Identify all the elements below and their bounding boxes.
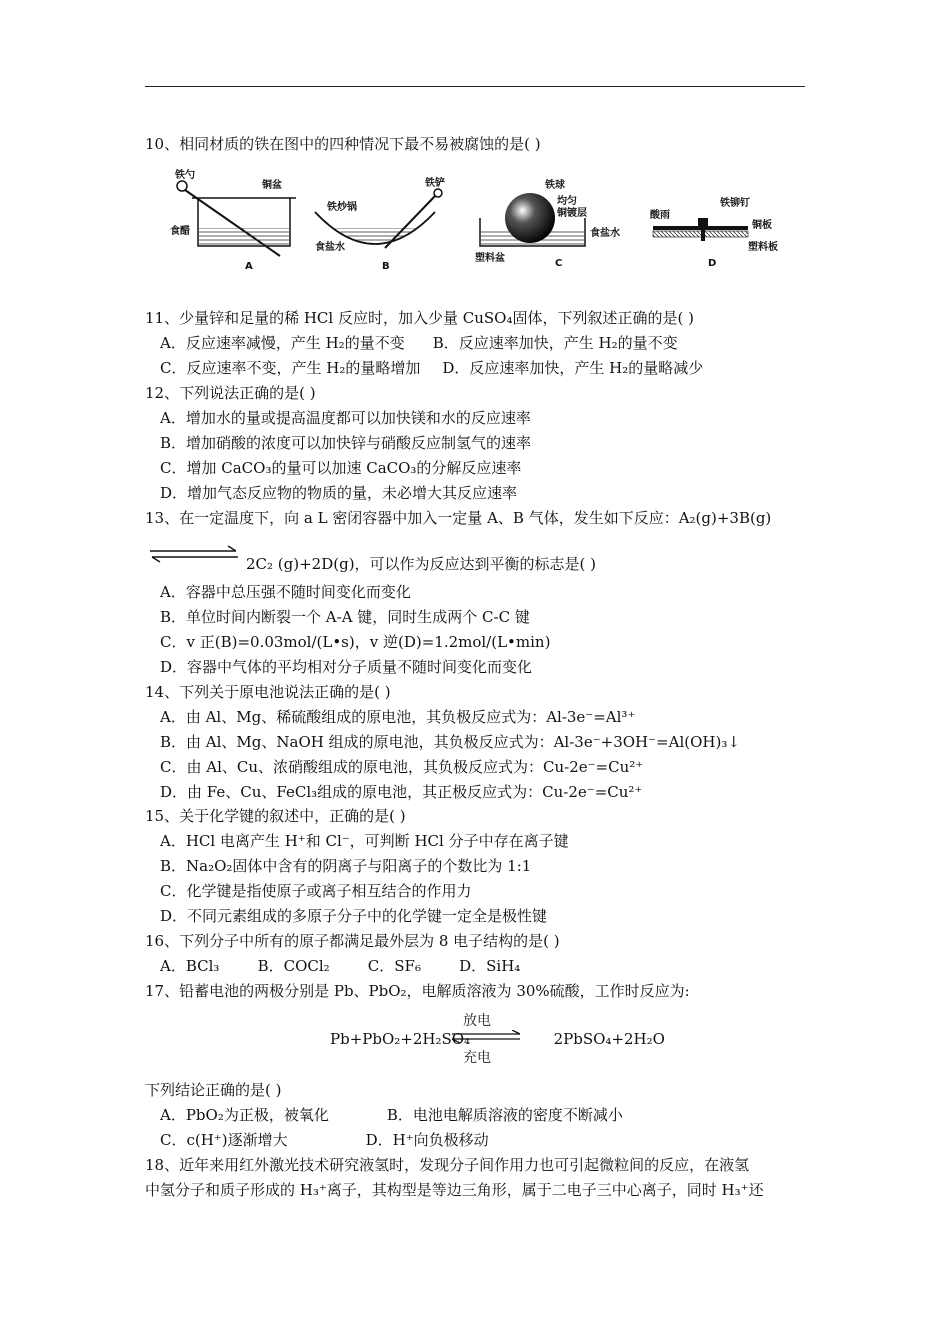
q11-option-c: C．反应速率不变，产生 H₂的量略增加 bbox=[160, 359, 421, 377]
q14-option-d: D．由 Fe、Cu、FeCl₃组成的原电池，其正极反应式为：Cu-2e⁻=Cu²⁺ bbox=[160, 783, 643, 801]
q17-arrow-top-label: 放电 bbox=[463, 1013, 491, 1029]
reversible-arrow-icon bbox=[450, 1030, 522, 1044]
q15-option-b: B．Na₂O₂固体中含有的阴离子与阳离子的个数比为 1:1 bbox=[160, 857, 532, 875]
q17-arrow-bottom-label: 充电 bbox=[463, 1050, 491, 1066]
q17-eq-right: 2PbSO₄+2H₂O bbox=[553, 1030, 665, 1048]
fig-c-ball-label: 铁球 bbox=[545, 180, 565, 191]
q17-options-row2 bbox=[160, 1130, 489, 1150]
q15-option-d: D．不同元素组成的多原子分子中的化学键一定全是极性键 bbox=[160, 907, 548, 925]
fig-b-salt-label: 食盐水 bbox=[315, 242, 345, 253]
q12-option-d: D．增加气态反应物的物质的量，未必增大其反应速率 bbox=[160, 484, 518, 502]
q17-options-row1 bbox=[160, 1105, 623, 1125]
fig-a-letter: A bbox=[245, 261, 253, 272]
spatula-head-icon bbox=[434, 189, 442, 197]
q17-stem: 17、铅蓄电池的两极分别是 Pb、PbO₂，电解质溶液为 30%硫酸，工作时反应为: bbox=[145, 982, 690, 1000]
q16-stem: 16、下列分子中所有的原子都满足最外层为 8 电子结构的是( ) bbox=[145, 932, 560, 950]
q13-option-a: A．容器中总压强不随时间变化而变化 bbox=[160, 583, 411, 601]
q14-option-c: C．由 Al、Cu、浓硝酸组成的原电池，其负极反应式为：Cu-2e⁻=Cu²⁺ bbox=[160, 758, 644, 776]
q11-stem: 11、少量锌和足量的稀 HCl 反应时，加入少量 CuSO₄固体，下列叙述正确的是( ) bbox=[145, 309, 694, 327]
q17-option-a: A．PbO₂为正极，被氧化 bbox=[160, 1106, 329, 1124]
q15-stem: 15、关于化学键的叙述中，正确的是( ) bbox=[145, 807, 406, 825]
figure-c bbox=[475, 166, 645, 276]
q12-option-b: B．增加硝酸的浓度可以加快锌与硝酸反应制氢气的速率 bbox=[160, 434, 532, 452]
fig-a-vinegar-label: 食醋 bbox=[170, 226, 190, 237]
q14-option-b: B．由 Al、Mg、NaOH 组成的原电池，其负极反应式为：Al-3e⁻+3OH⁻=Al(OH)₃↓ bbox=[160, 733, 740, 751]
fig-b-wok-label: 铁炒锅 bbox=[327, 202, 357, 213]
q17-prompt: 下列结论正确的是( ) bbox=[145, 1081, 282, 1099]
q12-option-a: A．增加水的量或提高温度都可以加快镁和水的反应速率 bbox=[160, 409, 531, 427]
q17-option-c: C．c(H⁺)逐渐增大 bbox=[160, 1131, 288, 1149]
q18-line2: 中氢分子和质子形成的 H₃⁺离子，其构型是等边三角形，属于二电子三中心离子，同时 H₃⁺还 bbox=[145, 1181, 764, 1199]
q17-option-d: D．H⁺向负极移动 bbox=[365, 1131, 489, 1149]
rivet-head-icon bbox=[698, 218, 708, 226]
q11-option-a: A．反应速率减慢，产生 H₂的量不变 bbox=[160, 334, 405, 352]
figure-a bbox=[170, 166, 300, 276]
fig-c-letter: C bbox=[555, 258, 563, 269]
fig-d-letter: D bbox=[708, 258, 717, 269]
iron-ball-icon bbox=[505, 193, 555, 243]
q15-option-c: C．化学键是指使原子或离子相互结合的作用力 bbox=[160, 882, 472, 900]
q12-stem: 12、下列说法正确的是( ) bbox=[145, 384, 316, 402]
q17-option-b: B．电池电解质溶液的密度不断减小 bbox=[386, 1106, 623, 1124]
fig-d-copper-label: 铜板 bbox=[752, 220, 772, 231]
q14-stem: 14、下列关于原电池说法正确的是( ) bbox=[145, 683, 391, 701]
copper-plate bbox=[653, 226, 748, 230]
fig-b-spatula-label: 铁铲 bbox=[425, 178, 445, 189]
fig-a-spoon-label: 铁勺 bbox=[175, 170, 195, 181]
plastic-plate bbox=[653, 231, 748, 237]
q16-options: A．BCl₃ B．COCl₂ C．SF₆ D．SiH₄ bbox=[160, 957, 521, 975]
fig-c-salt-label: 食盐水 bbox=[590, 228, 620, 239]
q13-stem-continued: 2C₂ (g)+2D(g)，可以作为反应达到平衡的标志是( ) bbox=[246, 555, 597, 573]
fig-b-letter: B bbox=[382, 261, 390, 272]
q17-eq-left: Pb+PbO₂+2H₂SO₄ bbox=[330, 1030, 471, 1048]
fig-a-basin-label: 铜盆 bbox=[262, 180, 282, 191]
header-rule bbox=[145, 86, 805, 87]
figure-b bbox=[305, 166, 455, 276]
q14-option-a: A．由 Al、Mg、稀硫酸组成的原电池，其负极反应式为：Al-3e⁻=Al³⁺ bbox=[160, 708, 636, 726]
fig-c-uniform-label: 均匀 bbox=[557, 196, 577, 207]
q10-stem: 10、相同材质的铁在图中的四种情况下最不易被腐蚀的是( ) bbox=[145, 135, 541, 153]
q13-option-b: B．单位时间内断裂一个 A-A 键，同时生成两个 C-C 键 bbox=[160, 608, 530, 626]
fig-c-basin-label: 塑料盆 bbox=[475, 253, 505, 264]
fig-d-rain-label: 酸雨 bbox=[650, 210, 670, 221]
figure-d bbox=[648, 166, 798, 276]
q11-option-d: D．反应速率加快，产生 H₂的量略减少 bbox=[442, 359, 704, 377]
spatula-handle bbox=[385, 196, 435, 248]
fig-d-rivet-label: 铁铆钉 bbox=[720, 198, 750, 209]
q11-options-row2 bbox=[160, 358, 703, 378]
q13-stem: 13、在一定温度下，向 a L 密闭容器中加入一定量 A、B 气体，发生如下反应：A₂(g)+3B(g) bbox=[145, 509, 772, 527]
q12-option-c: C．增加 CaCO₃的量可以加速 CaCO₃的分解反应速率 bbox=[160, 459, 522, 477]
q11-option-b: B．反应速率加快，产生 H₂的量不变 bbox=[432, 334, 678, 352]
fig-c-coating-label: 铜镀层 bbox=[557, 208, 587, 219]
fig-d-plastic-label: 塑料板 bbox=[748, 242, 778, 253]
q18-line1: 18、近年来用红外激光技术研究液氢时，发现分子间作用力也可引起微粒间的反应，在液氢 bbox=[145, 1156, 750, 1174]
q15-option-a: A．HCl 电离产生 H⁺和 Cl⁻，可判断 HCl 分子中存在离子键 bbox=[160, 832, 569, 850]
q11-options-row1 bbox=[160, 333, 678, 353]
q13-option-d: D．容器中气体的平均相对分子质量不随时间变化而变化 bbox=[160, 658, 533, 676]
equilibrium-arrow-icon bbox=[148, 545, 240, 563]
q13-option-c: C．v 正(B)=0.03mol/(L•s)，v 逆(D)=1.2mol/(L•min) bbox=[160, 633, 551, 651]
